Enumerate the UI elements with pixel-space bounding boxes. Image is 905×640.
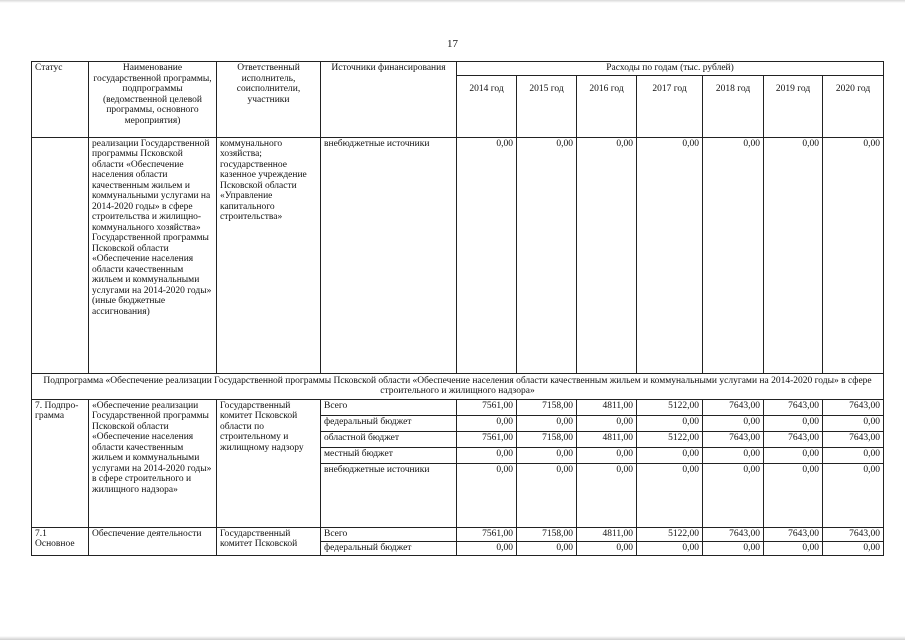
- scan-edge-top: [0, 0, 905, 3]
- row-value: 0,00: [577, 463, 637, 527]
- row-executor: Государственный комитет Псковской области по строительному и жилищному надзору: [217, 399, 321, 527]
- row-value: 4811,00: [577, 399, 637, 415]
- expenses-table: [31, 61, 884, 556]
- header-year: 2016 год: [577, 75, 637, 137]
- row-value: 0,00: [764, 415, 823, 431]
- row-value: 7561,00: [457, 527, 517, 541]
- row-status: [32, 137, 89, 373]
- row-value: 7643,00: [823, 431, 884, 447]
- row-source: федеральный бюджет: [321, 541, 457, 555]
- row-value: 0,00: [577, 541, 637, 555]
- row-value: 0,00: [764, 541, 823, 555]
- row-value: 7158,00: [517, 399, 577, 415]
- table-row: [32, 137, 884, 373]
- row-value: 0,00: [703, 541, 764, 555]
- row-value: 0,00: [577, 415, 637, 431]
- row-value: 5122,00: [637, 399, 703, 415]
- row-value: 0,00: [823, 415, 884, 431]
- row-value: 0,00: [457, 541, 517, 555]
- row-value: 0,00: [457, 447, 517, 463]
- header-expenses: Расходы по годам (тыс. рублей): [457, 62, 884, 76]
- page-number: 17: [447, 38, 458, 50]
- row-source: внебюджетные источники: [321, 137, 457, 373]
- row-executor: Государственный комитет Псковской: [217, 527, 321, 555]
- table-header-row: [32, 62, 884, 76]
- row-value: 0,00: [457, 137, 517, 373]
- row-value: 0,00: [637, 137, 703, 373]
- row-value: 0,00: [517, 463, 577, 527]
- row-value: 0,00: [457, 415, 517, 431]
- subprogram-title-row: [32, 373, 884, 399]
- row-value: 0,00: [764, 137, 823, 373]
- row-value: 5122,00: [637, 527, 703, 541]
- row-value: 7158,00: [517, 527, 577, 541]
- header-year: 2019 год: [764, 75, 823, 137]
- row-value: 0,00: [703, 415, 764, 431]
- row-value: 0,00: [703, 137, 764, 373]
- row-value: 7643,00: [703, 399, 764, 415]
- row-value: 0,00: [764, 463, 823, 527]
- row-value: 4811,00: [577, 527, 637, 541]
- header-year: 2018 год: [703, 75, 764, 137]
- row-value: 7643,00: [703, 431, 764, 447]
- header-status: Статус: [32, 62, 89, 138]
- header-executor: Ответственный исполнитель, соисполнители, участники: [217, 62, 321, 138]
- header-year: 2020 год: [823, 75, 884, 137]
- row-value: 0,00: [703, 463, 764, 527]
- row-value: 7561,00: [457, 399, 517, 415]
- row-value: 7643,00: [764, 399, 823, 415]
- row-source: Всего: [321, 527, 457, 541]
- row-value: 0,00: [517, 415, 577, 431]
- row-source: местный бюджет: [321, 447, 457, 463]
- row-value: 0,00: [517, 541, 577, 555]
- row-value: 0,00: [637, 447, 703, 463]
- row-value: 0,00: [577, 137, 637, 373]
- row-value: 7643,00: [823, 527, 884, 541]
- row-value: 0,00: [823, 541, 884, 555]
- row-value: 0,00: [637, 541, 703, 555]
- row-value: 7643,00: [764, 527, 823, 541]
- row-status: 7. Подпро-грамма: [32, 399, 89, 527]
- row-value: 0,00: [457, 463, 517, 527]
- row-value: 0,00: [703, 447, 764, 463]
- row-source: Всего: [321, 399, 457, 415]
- row-value: 5122,00: [637, 431, 703, 447]
- table-row: [32, 399, 884, 415]
- row-source: внебюджетные источники: [321, 463, 457, 527]
- row-value: 0,00: [764, 447, 823, 463]
- row-value: 0,00: [577, 447, 637, 463]
- row-value: 7643,00: [703, 527, 764, 541]
- row-value: 7158,00: [517, 431, 577, 447]
- row-value: 7561,00: [457, 431, 517, 447]
- row-value: 0,00: [823, 447, 884, 463]
- subprogram-title: Подпрограмма «Обеспечение реализации Государственной программы Псковской области «Обеспечение населения области качественным жильем и коммунальными услугами на 2014-2020 годы» в сфере строительного и жилищного надзора»: [32, 373, 884, 399]
- row-value: 0,00: [823, 463, 884, 527]
- table-row: [32, 527, 884, 541]
- header-year: 2017 год: [637, 75, 703, 137]
- row-status: 7.1 Основное: [32, 527, 89, 555]
- header-sources: Источники финансирования: [321, 62, 457, 138]
- row-name: «Обеспечение реализации Государственной программы Псковской области «Обеспечение населения области качественным жильем и коммунальными услугами на 2014-2020 годы» в сфере строительного и жилищного надзора»: [89, 399, 217, 527]
- row-name: Обеспечение деятельности: [89, 527, 217, 555]
- row-value: 7643,00: [823, 399, 884, 415]
- header-year: 2014 год: [457, 75, 517, 137]
- header-name: Наименование государственной программы, подпрограммы (ведомственной целевой программы, основного мероприятия): [89, 62, 217, 138]
- row-source: федеральный бюджет: [321, 415, 457, 431]
- row-executor: коммунального хозяйства; государственное казенное учреждение Псковской области «Управление капитального строительства»: [217, 137, 321, 373]
- row-value: 0,00: [517, 137, 577, 373]
- row-value: 0,00: [637, 415, 703, 431]
- header-year: 2015 год: [517, 75, 577, 137]
- row-source: областной бюджет: [321, 431, 457, 447]
- row-value: 4811,00: [577, 431, 637, 447]
- row-value: 7643,00: [764, 431, 823, 447]
- row-value: 0,00: [637, 463, 703, 527]
- row-value: 0,00: [517, 447, 577, 463]
- scan-edge-bottom: [0, 636, 905, 640]
- row-name: реализации Государственной программы Псковской области «Обеспечение населения области качественным жильем и коммунальными услугами на 2014-2020 годы» в сфере строительства и жилищно-коммунального хозяйства» Государственной программы Псковской области «Обеспечение населения области качественным жильем и коммунальными услугами на 2014-2020 годы» (иные бюджетные ассигнования): [89, 137, 217, 373]
- row-value: 0,00: [823, 137, 884, 373]
